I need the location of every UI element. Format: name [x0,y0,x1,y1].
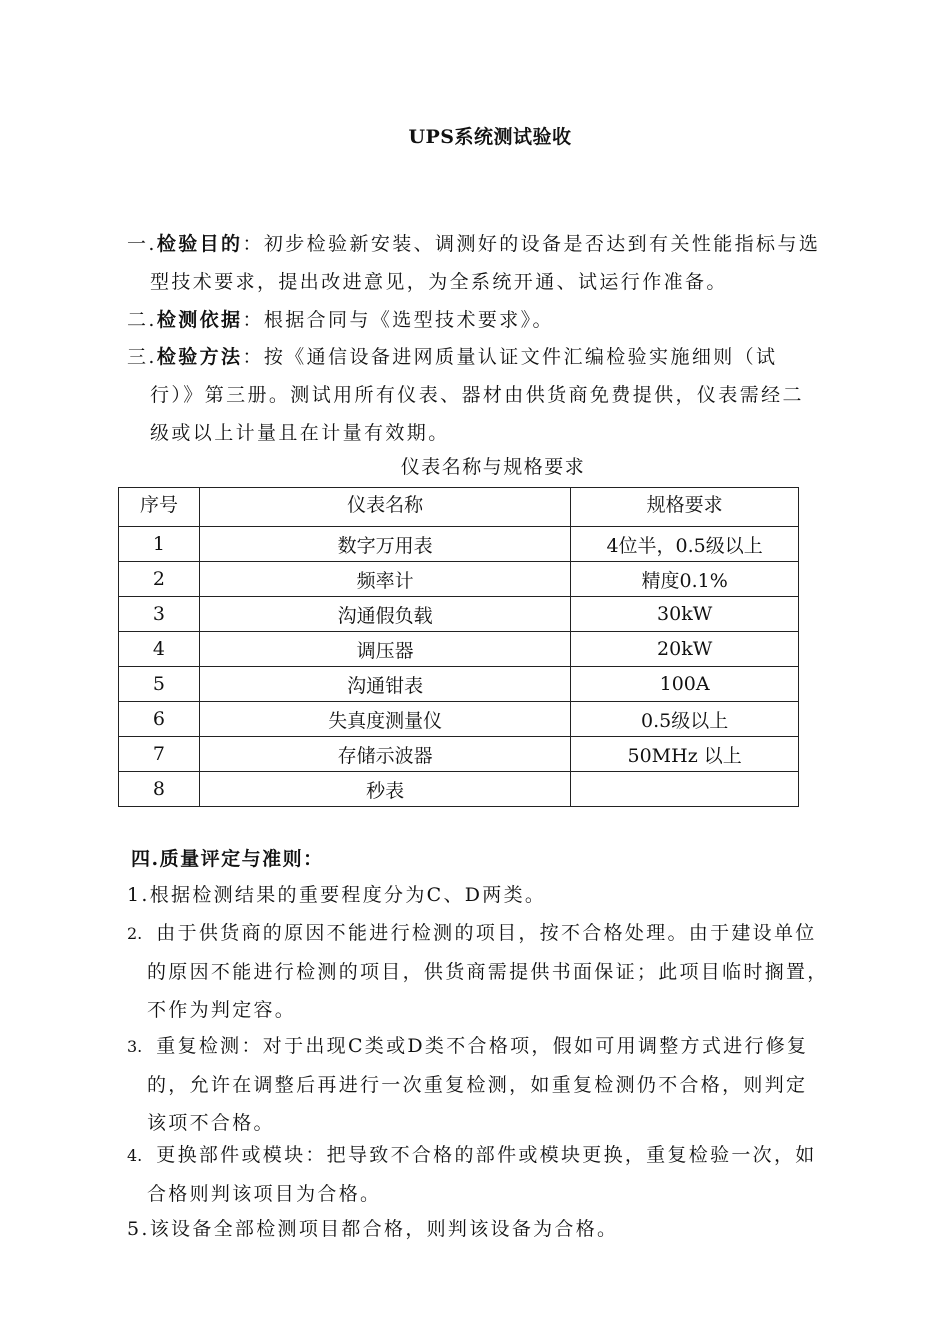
instrument-table [118,487,799,807]
cell-spec: 100A [571,667,799,702]
rule-number: 2. [127,924,143,943]
section-quality-heading: 四.质量评定与准则： [131,848,324,870]
section-heading: 检验目的 [156,233,243,255]
rule-text-continued: 不作为判定容。 [147,999,297,1021]
section-colon: ： [242,309,264,331]
section-number: 一. [127,233,157,255]
cell-spec: 50MHz 以上 [571,737,799,772]
cell-index: 8 [119,772,200,807]
rule-item [127,1027,867,1142]
section-number: 三. [127,346,157,368]
table-row [119,632,799,667]
section-text-continued: 行）》第三册。测试用所有仪表、器材由供货商免费提供，仪表需经二 [150,384,804,406]
table-row [119,597,799,632]
section-heading: 检验方法 [156,346,243,368]
section-purpose [127,225,862,301]
rule-item [127,876,867,914]
rule-text: 该设备全部检测项目都合格，则判该设备为合格。 [149,1218,619,1240]
section-colon: ： [242,233,264,255]
cell-name: 数字万用表 [199,527,570,562]
cell-spec: 0.5级以上 [571,702,799,737]
section-basis [127,301,862,339]
rule-item [127,1136,867,1213]
rule-number: 1. [127,884,150,906]
cell-index: 7 [119,737,200,772]
cell-name: 沟通钳表 [199,667,570,702]
rule-item [127,1210,867,1248]
cell-name: 失真度测量仪 [199,702,570,737]
rule-number: 5. [127,1218,150,1240]
header-spec: 规格要求 [571,488,799,527]
cell-spec: 4位半，0.5级以上 [571,527,799,562]
table-row [119,702,799,737]
rule-text-continued: 的原因不能进行检测的项目，供货商需提供书面保证；此项目临时搁置， [147,961,829,983]
section-text-continued: 型技术要求，提出改进意见，为全系统开通、试运行作准备。 [150,271,728,293]
rule-text-continued: 该项不合格。 [147,1112,275,1134]
cell-name: 秒表 [199,772,570,807]
cell-spec: 20kW [571,632,799,667]
rule-text: 根据检测结果的重要程度分为C、D两类。 [149,884,547,906]
cell-name: 调压器 [199,632,570,667]
header-index: 序号 [119,488,200,527]
cell-index: 5 [119,667,200,702]
table-row [119,667,799,702]
section-text: 初步检验新安装、调测好的设备是否达到有关性能指标与选 [263,233,821,255]
cell-index: 2 [119,562,200,597]
section-method [127,338,862,452]
table-row [119,527,799,562]
cell-name: 存储示波器 [199,737,570,772]
cell-name: 频率计 [199,562,570,597]
section-heading: 检测依据 [156,309,243,331]
section-colon: ： [242,346,264,368]
cell-spec [571,772,799,807]
rule-number: 3. [127,1037,143,1056]
section-text-continued: 级或以上计量且在计量有效期。 [150,422,450,444]
cell-spec: 30kW [571,597,799,632]
header-name: 仪表名称 [199,488,570,527]
section-text: 按《通信设备进网质量认证文件汇编检验实施细则（试 [263,346,778,368]
cell-index: 6 [119,702,200,737]
table-header-row [119,488,799,527]
cell-index: 3 [119,597,200,632]
cell-index: 1 [119,527,200,562]
rule-text: 由于供货商的原因不能进行检测的项目，按不合格处理。由于建设单位 [156,922,817,944]
rule-text: 更换部件或模块：把导致不合格的部件或模块更换，重复检验一次，如 [156,1144,817,1166]
rule-item [127,914,867,1029]
table-row [119,562,799,597]
table-row [119,772,799,807]
rule-number: 4. [127,1146,143,1165]
rule-text: 重复检测：对于出现C类或D类不合格项，假如可用调整方式进行修复 [156,1035,809,1057]
rule-text-continued: 合格则判该项目为合格。 [147,1183,382,1205]
table-row [119,737,799,772]
table-caption: 仪表名称与规格要求 [400,456,586,478]
section-text: 根据合同与《选型技术要求》。 [263,309,554,331]
cell-name: 沟通假负载 [199,597,570,632]
document-title: UPS系统测试验收 [408,126,572,148]
section-number: 二. [127,309,157,331]
rule-text-continued: 的，允许在调整后再进行一次重复检测，如重复检测仍不合格，则判定 [147,1074,808,1096]
cell-spec: 精度0.1% [571,562,799,597]
cell-index: 4 [119,632,200,667]
